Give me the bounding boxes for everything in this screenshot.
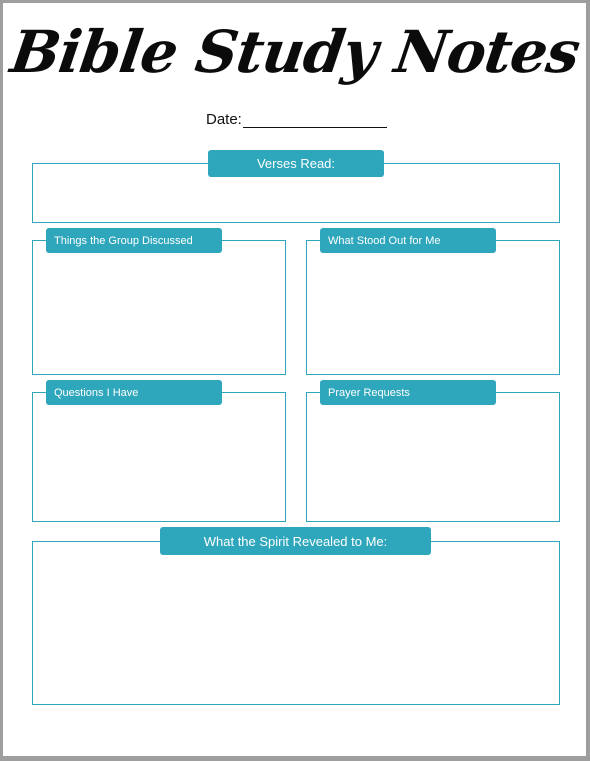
spirit-revealed-label: What the Spirit Revealed to Me: xyxy=(160,527,431,555)
prayer-requests-label: Prayer Requests xyxy=(320,380,496,405)
date-label: Date: xyxy=(206,111,242,128)
date-field xyxy=(206,111,387,128)
questions-box xyxy=(32,392,286,522)
questions-label: Questions I Have xyxy=(46,380,222,405)
stood-out-box xyxy=(306,240,560,375)
prayer-requests-box xyxy=(306,392,560,522)
page-title: Bible Study Notes xyxy=(6,18,584,86)
group-discussed-label: Things the Group Discussed xyxy=(46,228,222,253)
stood-out-label: What Stood Out for Me xyxy=(320,228,496,253)
group-discussed-box xyxy=(32,240,286,375)
date-blank-line xyxy=(243,112,387,128)
spirit-revealed-box xyxy=(32,541,560,705)
verses-read-label: Verses Read: xyxy=(208,150,384,177)
